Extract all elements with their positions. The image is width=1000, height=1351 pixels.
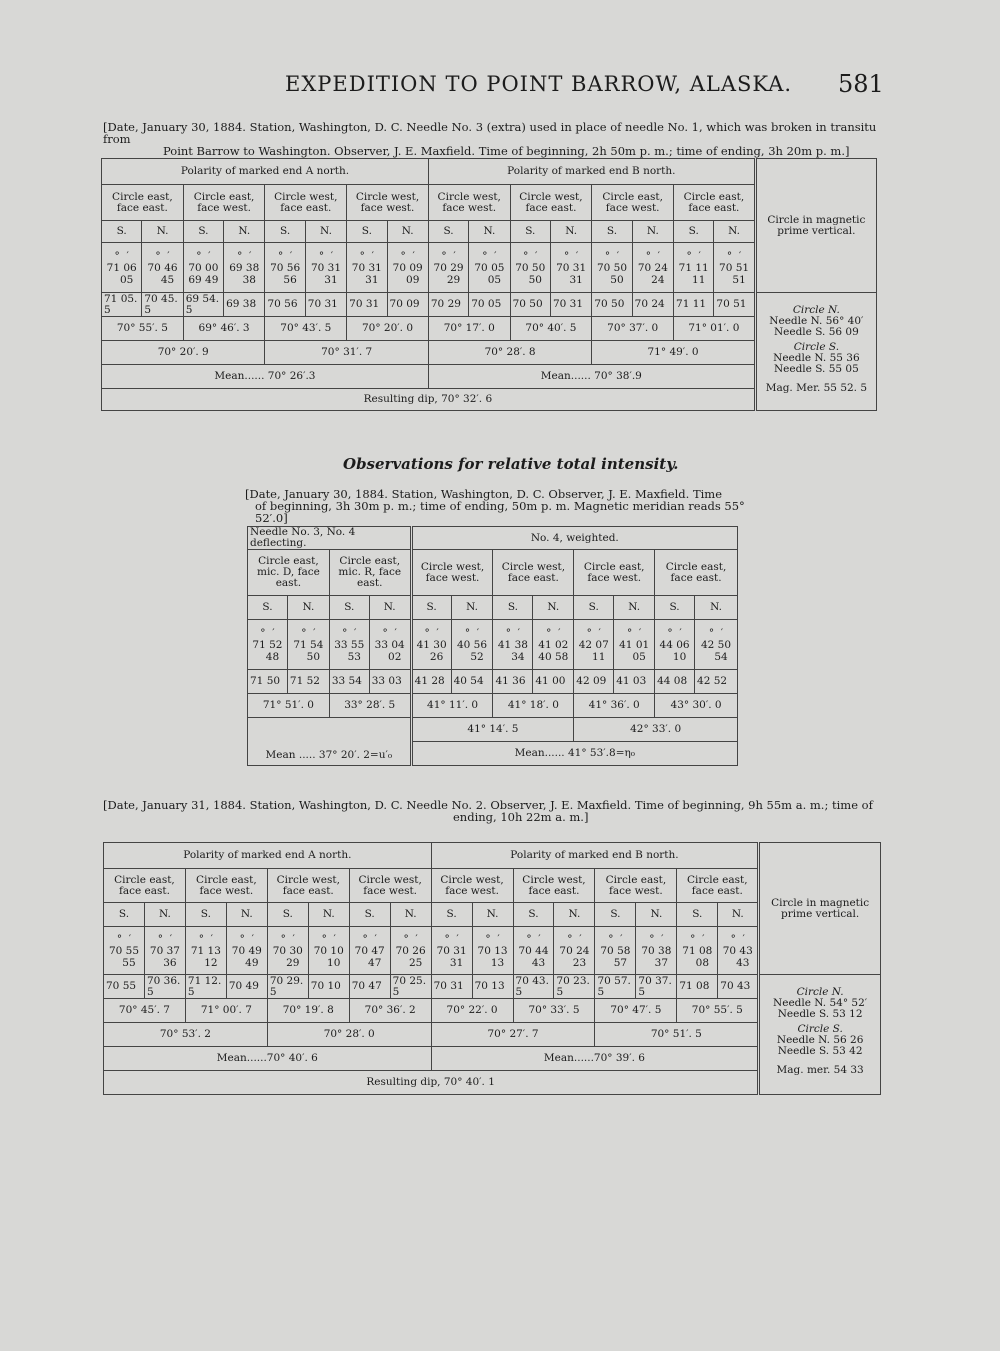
polarity-b-header: Polarity of marked end B north. <box>428 159 755 185</box>
side-line: Needle N. 56° 40′ <box>769 315 864 327</box>
sn-cell: N. <box>469 221 510 243</box>
col-header: Circle east, mic. D, face east. <box>248 550 330 596</box>
mean-cell: 41 03 <box>614 670 655 694</box>
table1-caption <box>103 121 903 157</box>
side-header: Circle in magnetic prime vertical. <box>755 159 876 293</box>
side-line: Needle S. 55 05 <box>773 363 859 375</box>
mean-cell: 70 31 <box>550 293 591 317</box>
mean-cell: 70 09 <box>387 293 428 317</box>
mean-cell: 70 37. 5 <box>636 975 677 999</box>
reading-cell: ° ′ 42 50 54 <box>695 620 738 670</box>
circle-n-label: Circle N. <box>792 304 840 316</box>
sn-cell: N. <box>387 221 428 243</box>
sn-cell: N. <box>224 221 265 243</box>
pair-mean: 41° 36′. 0 <box>574 694 655 718</box>
side-line: Needle N. 56 26 <box>776 1034 864 1046</box>
pair-mean: 70° 19′. 8 <box>267 999 349 1023</box>
reading-cell: ° ′ 70 13 13 <box>472 927 513 975</box>
reading-cell: ° ′ 42 07 11 <box>574 620 614 670</box>
col-header: Circle west, face east. <box>265 185 347 221</box>
sn-cell: N. <box>632 221 673 243</box>
sn-cell: S. <box>493 596 533 620</box>
reading-cell: ° ′ 70 56 56 <box>265 243 305 293</box>
reading-cell: ° ′ 70 00 69 49 <box>183 243 223 293</box>
col-header: Circle east, face east. <box>677 869 759 903</box>
polarity-a-header: Polarity of marked end A north. <box>102 159 429 185</box>
mean-a: Mean......70° 40′. 6 <box>104 1047 432 1071</box>
pair-mean: 70° 40′. 5 <box>510 317 592 341</box>
sn-cell: S. <box>428 221 468 243</box>
mean-cell: 70 50 <box>592 293 632 317</box>
dip-table-jan31 <box>103 842 881 1095</box>
col-header: Circle west, face west. <box>347 185 429 221</box>
reading-cell: ° ′ 70 29 29 <box>428 243 468 293</box>
mean-cell: 71 12. 5 <box>185 975 226 999</box>
col-header: Circle east, face west. <box>574 550 655 596</box>
table1-caption-line2: Point Barrow to Washington. Observer, J. E. Maxfield. Time of beginning, 2h 50m p. m.; time of ending, 3h 20m p. m.] <box>163 144 850 158</box>
intensity-table <box>247 526 738 766</box>
pair-mean: 70° 55′. 5 <box>677 999 759 1023</box>
reading-cell: ° ′ 71 11 11 <box>674 243 714 293</box>
pair-mean: 69° 46′. 3 <box>183 317 265 341</box>
reading-cell: ° ′ 70 24 23 <box>554 927 595 975</box>
quad-mean: 41° 14′. 5 <box>411 718 574 742</box>
sn-cell: N. <box>695 596 738 620</box>
reading-cell: ° ′ 70 38 37 <box>636 927 677 975</box>
col-header: Circle west, face east. <box>510 185 592 221</box>
mean-cell: 71 05. 5 <box>102 293 142 317</box>
sn-cell: N. <box>718 903 759 927</box>
pair-mean: 70° 17′. 0 <box>428 317 510 341</box>
sn-cell: S. <box>265 221 305 243</box>
polarity-a-header: Polarity of marked end A north. <box>104 843 432 869</box>
table2-caption <box>245 488 745 524</box>
mean-a: Mean...... 70° 26′.3 <box>102 365 429 389</box>
col-header: Circle west, face east. <box>513 869 595 903</box>
pair-mean: 70° 22′. 0 <box>431 999 513 1023</box>
mean-cell: 70 31 <box>305 293 346 317</box>
sn-cell: S. <box>595 903 636 927</box>
sn-cell: N. <box>226 903 267 927</box>
col-header: Circle west, face west. <box>428 185 510 221</box>
side-header: Circle in magnetic prime vertical. <box>759 843 881 975</box>
mean-cell: 41 00 <box>533 670 574 694</box>
table3-caption-line2: ending, 10h 22m a. m.] <box>453 810 589 824</box>
table3-caption <box>103 799 893 823</box>
col-header: Circle east, face west. <box>183 185 265 221</box>
mean-cell: 70 55 <box>104 975 145 999</box>
pair-mean: 71° 00′. 7 <box>185 999 267 1023</box>
pair-mean: 43° 30′. 0 <box>655 694 738 718</box>
table1-caption-line1: [Date, January 30, 1884. Station, Washington, D. C. Needle No. 3 (extra) used in place of needle No. 1, which was broken in transitu from <box>103 120 877 146</box>
sn-cell: S. <box>185 903 226 927</box>
sn-cell: N. <box>636 903 677 927</box>
mean-cell: 70 23. 5 <box>554 975 595 999</box>
reading-cell: ° ′ 40 56 52 <box>451 620 493 670</box>
side-line: Needle S. 53 12 <box>777 1008 863 1020</box>
reading-cell: ° ′ 44 06 10 <box>655 620 695 670</box>
circle-s-label: Circle S. <box>793 341 840 353</box>
reading-cell: ° ′ 70 30 29 <box>267 927 308 975</box>
mean-cell: 71 11 <box>674 293 714 317</box>
col-header: Circle east, face east. <box>104 869 186 903</box>
side-line: Needle N. 54° 52′ <box>773 997 868 1009</box>
mean-cell: 41 28 <box>411 670 451 694</box>
sn-cell: N. <box>451 596 493 620</box>
reading-cell: ° ′ 70 09 09 <box>387 243 428 293</box>
mean-cell: 70 29. 5 <box>267 975 308 999</box>
side-values <box>759 975 881 1095</box>
sn-cell: S. <box>513 903 554 927</box>
pair-mean: 33° 28′. 5 <box>329 694 411 718</box>
reading-cell: ° ′ 70 49 49 <box>226 927 267 975</box>
reading-cell: ° ′ 70 10 10 <box>308 927 349 975</box>
mean-cell: 70 56 <box>265 293 305 317</box>
mag-mer: Mag. mer. 54 33 <box>776 1064 864 1076</box>
col-header: Circle east, face west. <box>595 869 677 903</box>
mean-cell: 70 13 <box>472 975 513 999</box>
mean-cell: 70 25. 5 <box>390 975 431 999</box>
reading-cell: ° ′ 41 38 34 <box>493 620 533 670</box>
col-header: Circle east, mic. R, face east. <box>329 550 411 596</box>
circle-s-label: Circle S. <box>797 1023 843 1035</box>
mean-cell: 70 47 <box>349 975 390 999</box>
sn-cell: S. <box>574 596 614 620</box>
mean-cell: 70 24 <box>632 293 673 317</box>
reading-cell: ° ′ 70 50 50 <box>592 243 632 293</box>
pair-mean: 70° 45′. 7 <box>104 999 186 1023</box>
reading-cell: ° ′ 70 44 43 <box>513 927 554 975</box>
sn-cell: S. <box>677 903 718 927</box>
quad-mean: 70° 28′. 8 <box>428 341 591 365</box>
mean-b: Mean......70° 39′. 6 <box>431 1047 759 1071</box>
quad-mean: 70° 27′. 7 <box>431 1023 595 1047</box>
reading-cell: ° ′ 41 02 40 58 <box>533 620 574 670</box>
mean-cell: 71 08 <box>677 975 718 999</box>
circle-n-label: Circle N. <box>796 986 844 998</box>
sn-cell: S. <box>347 221 387 243</box>
mean-cell: 70 49 <box>226 975 267 999</box>
sn-cell: S. <box>349 903 390 927</box>
quad-mean: 70° 53′. 2 <box>104 1023 268 1047</box>
mean-cell: 70 36. 5 <box>144 975 185 999</box>
col-header: Circle east, face west. <box>185 869 267 903</box>
sn-cell: S. <box>183 221 223 243</box>
reading-cell: ° ′ 71 13 12 <box>185 927 226 975</box>
reading-cell: ° ′ 70 26 25 <box>390 927 431 975</box>
reading-cell: ° ′ 70 31 31 <box>550 243 591 293</box>
mean-cell: 70 10 <box>308 975 349 999</box>
mean-cell: 70 31 <box>347 293 387 317</box>
mean-cell: 70 05 <box>469 293 510 317</box>
mag-mer: Mag. Mer. 55 52. 5 <box>765 382 868 394</box>
mean-cell: 70 45. 5 <box>142 293 183 317</box>
quad-mean: 70° 20′. 9 <box>102 341 265 365</box>
mean-cell: 71 50 <box>248 670 288 694</box>
side-line: Needle S. 56 09 <box>773 326 859 338</box>
resulting-dip: Resulting dip, 70° 32′. 6 <box>102 389 756 411</box>
mean-cell: 70 43. 5 <box>513 975 554 999</box>
reading-cell: ° ′ 70 05 05 <box>469 243 510 293</box>
mean-cell: 70 29 <box>428 293 468 317</box>
pair-mean: 70° 36′. 2 <box>349 999 431 1023</box>
sn-cell: S. <box>431 903 472 927</box>
reading-cell: ° ′ 41 30 26 <box>411 620 451 670</box>
reading-cell: ° ′ 70 24 24 <box>632 243 673 293</box>
col-header: Circle west, face east. <box>493 550 574 596</box>
pair-mean: 70° 37′. 0 <box>592 317 674 341</box>
quad-mean: 70° 31′. 7 <box>265 341 428 365</box>
mean-cell: 70 57. 5 <box>595 975 636 999</box>
reading-cell: ° ′ 70 31 31 <box>347 243 387 293</box>
reading-cell: ° ′ 70 55 55 <box>104 927 145 975</box>
table2-caption-line1: [Date, January 30, 1884. Station, Washington, D. C. Observer, J. E. Maxfield. Time <box>245 487 722 501</box>
reading-cell: ° ′ 70 58 57 <box>595 927 636 975</box>
right-title: No. 4, weighted. <box>411 527 737 550</box>
reading-cell: ° ′ 70 37 36 <box>144 927 185 975</box>
reading-cell: ° ′ 71 52 48 <box>248 620 288 670</box>
col-header: Circle east, face east. <box>674 185 756 221</box>
mean-cell: 69 54. 5 <box>183 293 223 317</box>
sn-cell: S. <box>102 221 142 243</box>
polarity-b-header: Polarity of marked end B north. <box>431 843 759 869</box>
mean-cell: 69 38 <box>224 293 265 317</box>
sn-cell: N. <box>614 596 655 620</box>
sn-cell: N. <box>144 903 185 927</box>
sn-cell: S. <box>104 903 145 927</box>
reading-cell: ° ′ 69 38 38 <box>224 243 265 293</box>
reading-cell: ° ′ 71 08 08 <box>677 927 718 975</box>
reading-cell: ° ′ 71 06 05 <box>102 243 142 293</box>
col-header: Circle west, face west. <box>411 550 493 596</box>
reading-cell: ° ′ 70 31 31 <box>431 927 472 975</box>
sn-cell: N. <box>550 221 591 243</box>
sn-cell: S. <box>592 221 632 243</box>
reading-cell: ° ′ 70 50 50 <box>510 243 550 293</box>
pair-mean: 71° 01′. 0 <box>674 317 756 341</box>
pair-mean: 70° 33′. 5 <box>513 999 595 1023</box>
section-title: Observations for relative total intensity. <box>343 455 679 473</box>
sn-cell: N. <box>533 596 574 620</box>
reading-cell: ° ′ 70 51 51 <box>714 243 755 293</box>
reading-cell: ° ′ 71 54 50 <box>287 620 329 670</box>
mean-b: Mean...... 70° 38′.9 <box>428 365 755 389</box>
col-header: Circle east, face east. <box>102 185 184 221</box>
mean-cell: 70 50 <box>510 293 550 317</box>
side-values <box>755 293 876 411</box>
sn-cell: N. <box>554 903 595 927</box>
pair-mean: 70° 55′. 5 <box>102 317 184 341</box>
table2-caption-line2: of beginning, 3h 30m p. m.; time of ending, 50m p. m. Magnetic meridian reads 55° 52′.0] <box>255 499 745 525</box>
table3-caption-line1: [Date, January 31, 1884. Station, Washington, D. C. Needle No. 2. Observer, J. E. Maxfield. Time of beginning, 9h 55m a. m.; time of <box>103 798 873 812</box>
sn-cell: S. <box>674 221 714 243</box>
quad-mean: 70° 51′. 5 <box>595 1023 759 1047</box>
left-title: Needle No. 3, No. 4 deflecting. <box>248 527 412 550</box>
quad-mean: 71° 49′. 0 <box>592 341 755 365</box>
running-title: EXPEDITION TO POINT BARROW, ALASKA. <box>285 72 793 96</box>
page-header <box>0 70 1000 110</box>
mean-cell: 40 54 <box>451 670 493 694</box>
sn-cell: S. <box>267 903 308 927</box>
reading-cell: ° ′ 33 55 53 <box>329 620 369 670</box>
quad-mean: 70° 28′. 0 <box>267 1023 431 1047</box>
side-line: Needle N. 55 36 <box>773 352 860 364</box>
sn-cell: N. <box>305 221 346 243</box>
reading-cell: ° ′ 70 47 47 <box>349 927 390 975</box>
sn-cell: S. <box>510 221 550 243</box>
col-header: Circle west, face west. <box>431 869 513 903</box>
col-header: Circle east, face west. <box>592 185 674 221</box>
col-header: Circle west, face east. <box>267 869 349 903</box>
sn-cell: N. <box>472 903 513 927</box>
mean-cell: 33 03 <box>369 670 411 694</box>
mean-left: Mean ..... 37° 20′. 2=u′₀ <box>248 718 412 766</box>
reading-cell: ° ′ 70 46 45 <box>142 243 183 293</box>
mean-cell: 70 51 <box>714 293 755 317</box>
pair-mean: 70° 43′. 5 <box>265 317 347 341</box>
reading-cell: ° ′ 41 01 05 <box>614 620 655 670</box>
sn-cell: N. <box>142 221 183 243</box>
sn-cell: N. <box>369 596 411 620</box>
sn-cell: S. <box>655 596 695 620</box>
sn-cell: N. <box>390 903 431 927</box>
dip-table-jan30 <box>101 158 877 411</box>
reading-cell: ° ′ 70 31 31 <box>305 243 346 293</box>
mean-cell: 70 43 <box>718 975 759 999</box>
resulting-dip: Resulting dip, 70° 40′. 1 <box>104 1071 759 1095</box>
mean-cell: 71 52 <box>287 670 329 694</box>
page-number: 581 <box>838 70 884 98</box>
pair-mean: 71° 51′. 0 <box>248 694 330 718</box>
mean-cell: 70 31 <box>431 975 472 999</box>
pair-mean: 41° 11′. 0 <box>411 694 493 718</box>
pair-mean: 70° 47′. 5 <box>595 999 677 1023</box>
mean-cell: 44 08 <box>655 670 695 694</box>
sn-cell: S. <box>411 596 451 620</box>
quad-mean: 42° 33′. 0 <box>574 718 738 742</box>
col-header: Circle west, face west. <box>349 869 431 903</box>
side-line: Needle S. 53 42 <box>777 1045 863 1057</box>
mean-right: Mean...... 41° 53′.8=η₀ <box>411 742 737 766</box>
mean-cell: 42 09 <box>574 670 614 694</box>
sn-cell: N. <box>287 596 329 620</box>
col-header: Circle east, face east. <box>655 550 738 596</box>
mean-cell: 42 52 <box>695 670 738 694</box>
mean-cell: 41 36 <box>493 670 533 694</box>
sn-cell: S. <box>248 596 288 620</box>
sn-cell: N. <box>308 903 349 927</box>
sn-cell: S. <box>329 596 369 620</box>
pair-mean: 41° 18′. 0 <box>493 694 574 718</box>
reading-cell: ° ′ 33 04 02 <box>369 620 411 670</box>
pair-mean: 70° 20′. 0 <box>347 317 429 341</box>
sn-cell: N. <box>714 221 755 243</box>
mean-cell: 33 54 <box>329 670 369 694</box>
reading-cell: ° ′ 70 43 43 <box>718 927 759 975</box>
